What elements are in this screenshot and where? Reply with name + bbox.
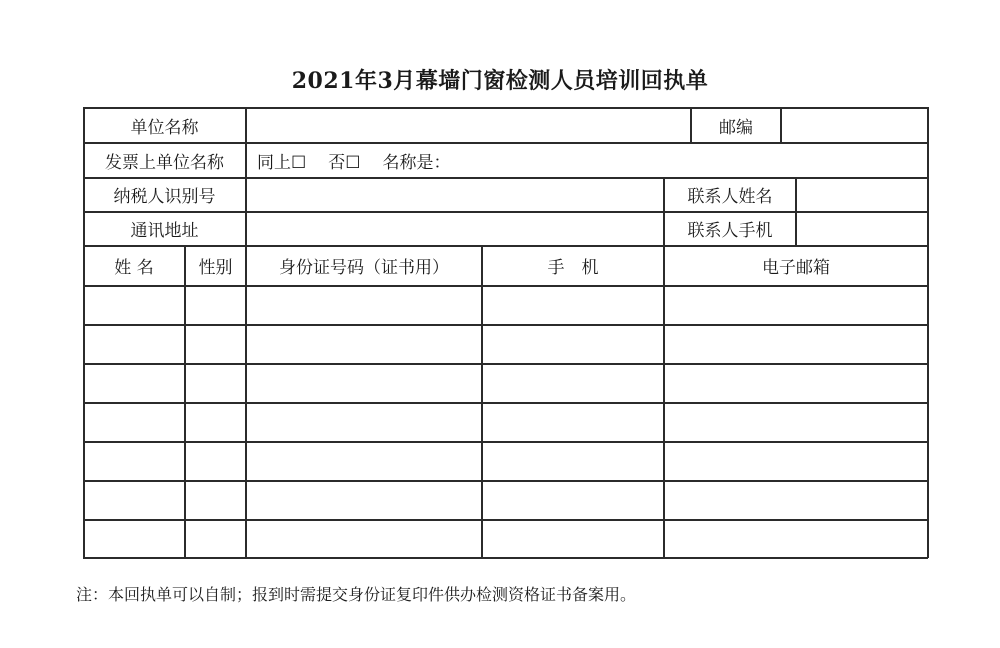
postcode-label: 邮编 — [719, 117, 753, 138]
contact-name-label: 联系人姓名 — [687, 187, 773, 207]
column-header-id-number: 身份证号码（证书用） — [279, 258, 449, 278]
invoice-no-checkbox[interactable]: 否☐ — [328, 152, 361, 173]
contact-phone-label: 联系人手机 — [687, 221, 773, 241]
form-border-bottom — [83, 557, 928, 559]
postcode-input[interactable] — [782, 108, 927, 142]
column-header-email: 电子邮箱 — [762, 258, 830, 278]
taxpayer-id-input[interactable] — [247, 178, 663, 211]
unit-name-label: 单位名称 — [130, 117, 199, 138]
unit-name-input[interactable] — [247, 108, 690, 142]
contact-phone-input[interactable] — [797, 212, 927, 245]
contact-name-input[interactable] — [797, 178, 927, 211]
form-col-line — [663, 245, 665, 558]
invoice-unit-label: 发票上单位名称 — [105, 152, 224, 173]
form-row-line — [83, 363, 928, 365]
form-row-line — [83, 402, 928, 404]
invoice-name-label: 名称是： — [382, 152, 451, 173]
form-border-right — [927, 107, 929, 558]
page-title: 2021年3月幕墙门窗检测人员培训回执单 — [291, 68, 709, 94]
address-input[interactable] — [247, 212, 663, 245]
form-row-line — [83, 324, 928, 326]
column-header-gender: 性别 — [198, 258, 233, 278]
address-label: 通讯地址 — [130, 221, 199, 241]
footnote: 注：本回执单可以自制；报到时需提交身份证复印件供办检测资格证书备案用。 — [76, 585, 637, 604]
form-col-line — [481, 245, 483, 558]
invoice-options — [247, 143, 927, 177]
column-header-mobile: 手 机 — [547, 258, 599, 278]
invoice-same-checkbox[interactable]: 同上☐ — [257, 152, 307, 173]
column-header-name: 姓 名 — [114, 258, 154, 278]
form-row-line — [83, 285, 928, 287]
form-row-line — [83, 480, 928, 482]
form-row-line — [83, 441, 928, 443]
taxpayer-id-label: 纳税人识别号 — [113, 187, 216, 207]
form-row-line — [83, 519, 928, 521]
form-col-line — [184, 245, 186, 558]
